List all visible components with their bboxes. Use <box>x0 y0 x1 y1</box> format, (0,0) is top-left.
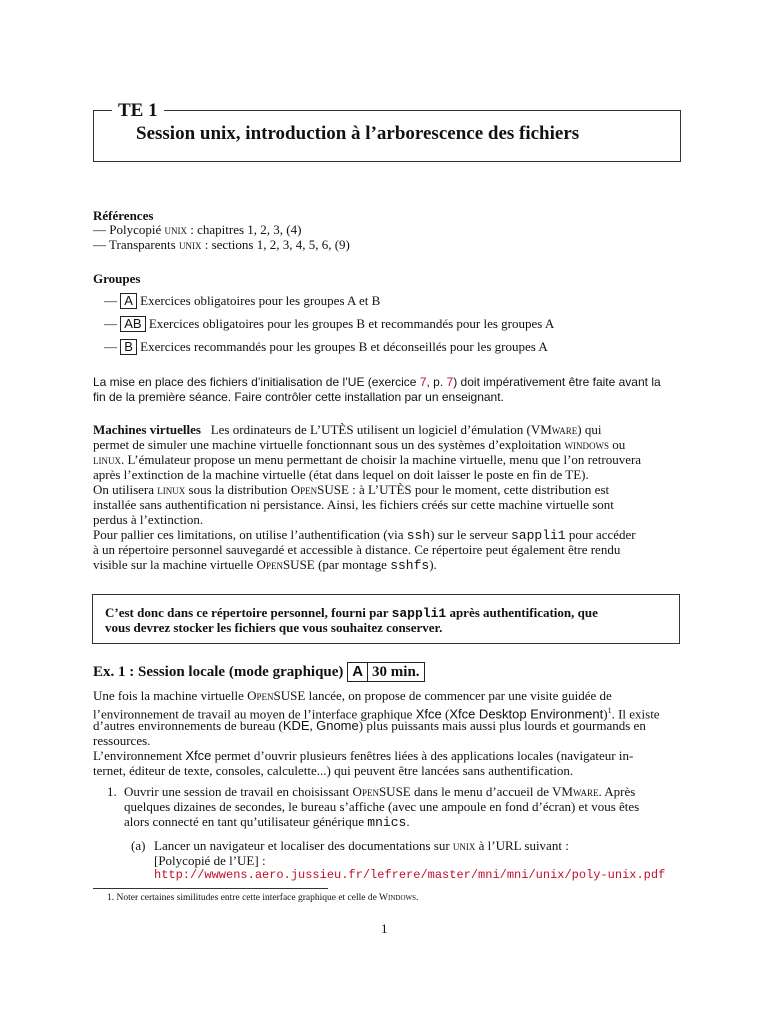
exercise-group-tag: A <box>347 662 368 682</box>
vm-line: Machines virtuelles Les ordinateurs de L’UTÈS utilisent un logiciel d’émulation (VMware) qui <box>93 422 602 437</box>
group-tag: B <box>120 339 137 355</box>
substep-label: (a) <box>131 838 146 853</box>
references-heading: Références <box>93 208 154 223</box>
page-link[interactable]: 7 <box>446 375 454 389</box>
callout-line: vous devrez stocker les fichiers que vous souhaitez conserver. <box>105 620 443 635</box>
vm-line: après l’extinction de la machine virtuelle (état dans lequel on doit laisser le poste en fin de TE). <box>93 467 589 482</box>
step-line: Ouvrir une session de travail en choisissant OpenSUSE dans le menu d’accueil de VMware. Après <box>124 784 636 799</box>
vm-line: Pour pallier ces limitations, on utilise l’authentification (via ssh) sur le serveur sappli1 pour accéder <box>93 527 636 543</box>
group-tag: A <box>120 293 137 309</box>
exercise-title: Ex. 1 : Session locale (mode graphique) A 30 min. <box>93 662 425 682</box>
footnote-marker: 1 <box>607 706 612 715</box>
poly-url-link[interactable]: http://wwwens.aero.jussieu.fr/lefrere/master/mni/mni/unix/poly-unix.pdf <box>154 868 666 882</box>
ex-para-line: L’environnement Xfce permet d’ouvrir plusieurs fenêtres liées à des applications locales (navigateur in- <box>93 748 634 763</box>
vm-line: visible sur la machine virtuelle OpenSUSE (par montage sshfs). <box>93 557 437 573</box>
groups-heading: Groupes <box>93 271 141 286</box>
group-tag: AB <box>120 316 145 332</box>
footnote-rule <box>93 888 328 889</box>
vm-line: linux. L’émulateur propose un menu permettant de choisir la machine virtuelle, menu que l’on retrouvera <box>93 452 642 467</box>
step-line: quelques dizaines de secondes, le bureau s’affiche (avec une ampoule en fond d’écran) et vous êtes <box>124 799 640 814</box>
te-number: TE 1 <box>112 100 164 122</box>
vm-line: On utilisera linux sous la distribution OpenSUSE : à L’UTÈS pour le moment, cette distribution est <box>93 482 610 497</box>
callout-line: C’est donc dans ce répertoire personnel, fourni par sappli1 après authentification, que <box>105 605 598 621</box>
page-title: Session unix, introduction à l’arborescence des fichiers <box>136 123 580 144</box>
ex-para-line: ternet, éditeur de texte, consoles, calculette...) qui peuvent être lancées sans authentification. <box>93 763 574 778</box>
ex-para-line: Une fois la machine virtuelle OpenSUSE lancée, on propose de commencer par une visite guidée de <box>93 688 612 703</box>
ex-para-line: d’autres environnements de bureau (KDE, Gnome) plus puissants mais aussi plus lourds et gourmands en <box>93 718 646 733</box>
vm-line: à un répertoire personnel sauvegardé et accessible à distance. Ce répertoire peut également être rendu <box>93 542 621 557</box>
substep-line: Lancer un navigateur et localiser des documentations sur unix à l’URL suivant : <box>154 838 569 853</box>
group-item: — AB Exercices obligatoires pour les groupes B et recommandés pour les groupes A <box>104 316 555 331</box>
ex-para-line: l’environnement de travail au moyen de l’interface graphique Xfce (Xfce Desktop Environment)$^1$. Il existe <box>93 706 660 722</box>
exercise-duration: 30 min. <box>368 662 425 682</box>
ex-para-line: ressources. <box>93 733 151 748</box>
substep-line: [Polycopié de l’UE] : <box>154 853 266 868</box>
init-note-line2: fin de la première séance. Faire contrôler cette installation par un enseignant. <box>93 390 504 404</box>
step-line: alors connecté en tant qu’utilisateur générique mnics. <box>124 814 410 830</box>
exercise-link[interactable]: 7 <box>419 375 427 389</box>
group-item: — A Exercices obligatoires pour les groupes A et B <box>104 293 381 308</box>
init-note: La mise en place des fichiers d’initialisation de l’UE (exercice 7, p. 7) doit impérativement être faite avant la <box>93 375 661 389</box>
footnote: 1. Noter certaines similitudes entre cette interface graphique et celle de Windows. <box>107 893 419 903</box>
page-number: 1 <box>381 921 388 936</box>
vm-heading: Machines virtuelles <box>93 422 201 437</box>
vm-line: perdus à l’extinction. <box>93 512 204 527</box>
vm-line: permet de simuler une machine virtuelle fonctionnant sous un des systèmes d’exploitation windows ou <box>93 437 626 452</box>
vm-line: installée sans authentification ni persistance. Ainsi, les fichiers créés sur cette machine virtuelle sont <box>93 497 614 512</box>
reference-item: — Transparents unix : sections 1, 2, 3, 4, 5, 6, (9) <box>93 237 350 252</box>
step-number: 1. <box>107 784 117 799</box>
reference-item: — Polycopié unix : chapitres 1, 2, 3, (4) <box>93 222 302 237</box>
group-item: — B Exercices recommandés pour les groupes B et déconseillés pour les groupes A <box>104 339 548 354</box>
